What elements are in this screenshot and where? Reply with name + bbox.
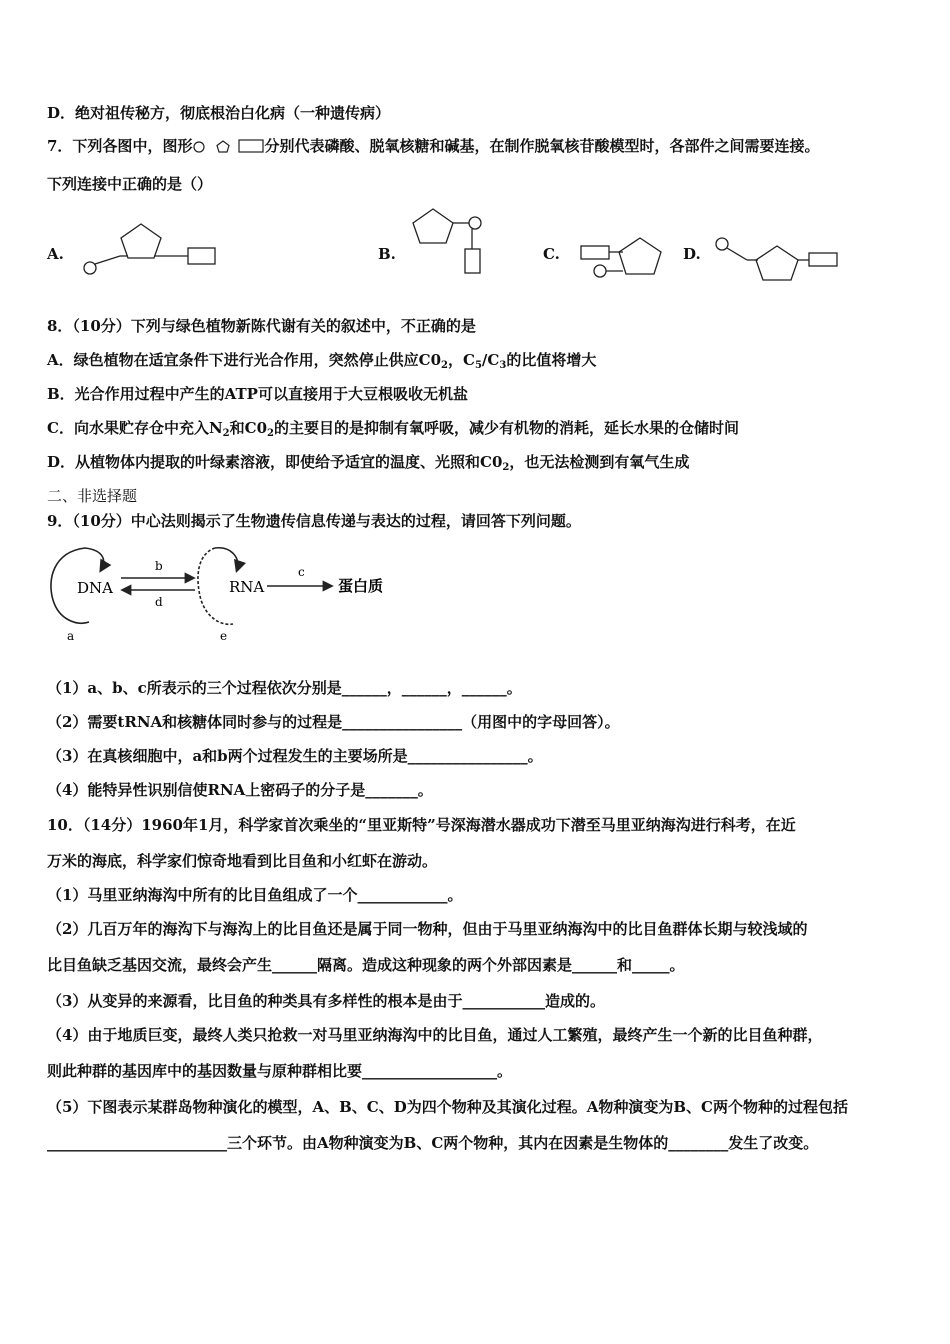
q10-part4-line2: 则此种群的基因库中的基因数量与原种群相比要__________________。 — [47, 1062, 513, 1080]
q10-part1: （1）马里亚纳海沟中所有的比目鱼组成了一个____________。 — [47, 886, 463, 904]
q10-part3: （3）从变异的来源看，比目鱼的种类具有多样性的根本是由于___________造成的。 — [47, 992, 605, 1010]
dna-label: DNA — [77, 579, 113, 597]
q8-d-text2: ，也无法检测到有氧气生成 — [509, 453, 690, 471]
q8-a-text2: ，C — [448, 351, 475, 369]
label-a: a — [67, 629, 75, 643]
q7-stem-part2: 分别代表磷酸、脱氧核糖和碱基，在制作脱氧核苷酸模型时，各部件之间需要连接。 — [264, 137, 820, 155]
q8-c-text2: 和C0 — [229, 419, 268, 437]
q8-option-c — [47, 418, 739, 444]
q7-option-d-figure — [712, 232, 844, 284]
label-c: c — [298, 565, 305, 579]
q8-c-text3: 的主要目的是抑制有氧呼吸，减少有机物的消耗，延长水果的仓储时间 — [273, 419, 739, 437]
process-e-loop — [198, 548, 233, 624]
q7-stem-part1: 7．下列各图中，图形 — [47, 137, 193, 155]
q8-option-b: B．光合作用过程中产生的ATP可以直接用于大豆根吸收无机盐 — [47, 385, 468, 403]
q7-stem-line1 — [47, 136, 819, 157]
q8-stem: 8．（10分）下列与绿色植物新陈代谢有关的叙述中，不正确的是 — [47, 317, 476, 335]
q8-a-text3: /C — [481, 351, 500, 369]
q7-option-a-figure — [78, 218, 223, 278]
q8-a-text4: 的比值将增大 — [506, 351, 597, 369]
label-d: d — [155, 595, 163, 609]
q10-part2-line2: 比目鱼缺乏基因交流，最终会产生______隔离。造成这种现象的两个外部因素是______和_____。 — [47, 956, 685, 974]
q9-part2: （2）需要tRNA和核糖体同时参与的过程是________________（用图中的字母回答）。 — [47, 713, 620, 731]
q8-c-text1: C．向水果贮存仓中充入N — [47, 419, 223, 437]
q8-option-a — [47, 350, 596, 376]
q8-option-d — [47, 452, 689, 478]
q8-c-sub-1: 2 — [222, 428, 230, 439]
q8-a-sub-3: 3 — [499, 360, 507, 371]
q7-option-b-label: B. — [378, 245, 396, 263]
q7-option-a-label: A. — [47, 245, 64, 263]
phosphate-circle-icon — [194, 142, 204, 152]
q10-stem-line1: 10．（14分）1960年1月，科学家首次乘坐的“里亚斯特”号深海潜水器成功下潜至马里亚纳海沟进行科考，在近 — [47, 816, 796, 834]
model-shapes-legend — [192, 137, 264, 157]
section-heading: 二、非选择题 — [47, 487, 138, 505]
q10-stem-line2: 万米的海底，科学家们惊奇地看到比目鱼和小红虾在游动。 — [47, 852, 438, 870]
q10-part4-line1: （4）由于地质巨变，最终人类只抢救一对马里亚纳海沟中的比目鱼，通过人工繁殖，最终产生一个新的比目鱼种群， — [47, 1026, 823, 1044]
q8-a-sub-2: 2 — [441, 360, 448, 371]
q7-option-d-label: D. — [683, 245, 701, 263]
label-b: b — [155, 559, 163, 573]
rna-label: RNA — [229, 578, 265, 596]
q10-part5-line2: ________________________三个环节。由A物种演变为B、C两个物种，其内在因素是生物体的________发生了改变。 — [47, 1134, 819, 1152]
q9-stem: 9．（10分）中心法则揭示了生物遗传信息传递与表达的过程，请回答下列问题。 — [47, 512, 581, 530]
q6-option-d: D．绝对祖传秘方，彻底根治白化病（一种遗传病） — [47, 104, 391, 122]
q7-stem-line2: 下列连接中正确的是（） — [47, 175, 213, 193]
q9-part3: （3）在真核细胞中，a和b两个过程发生的主要场所是________________。 — [47, 747, 543, 765]
q10-part5-line1: （5）下图表示某群岛物种演化的模型，A、B、C、D为四个物种及其演化过程。A物种演变为B、C两个物种的过程包括 — [47, 1098, 848, 1116]
q9-part4: （4）能特异性识别信使RNA上密码子的分子是_______。 — [47, 781, 433, 799]
q8-a-sub-5: 5 — [474, 360, 482, 371]
q9-part1: （1）a、b、c所表示的三个过程依次分别是______，______，______。 — [47, 679, 522, 697]
q8-a-text1: A．绿色植物在适宜条件下进行光合作用，突然停止供应C0 — [47, 351, 442, 369]
q7-option-c-figure — [578, 230, 668, 282]
q8-d-sub: 2 — [502, 462, 510, 473]
protein-label: 蛋白质 — [338, 577, 384, 595]
q10-part2-line1: （2）几百万年的海沟下与海沟上的比目鱼还是属于同一物种，但由于马里亚纳海沟中的比目鱼群体长期与较浅域的 — [47, 920, 808, 938]
base-rectangle-icon — [239, 140, 263, 152]
q7-option-b-figure — [405, 205, 495, 277]
q8-d-text1: D．从植物体内提取的叶绿素溶液，即使给予适宜的温度、光照和C0 — [47, 453, 503, 471]
deoxyribose-pentagon-icon — [217, 141, 229, 152]
q7-option-c-label: C. — [543, 245, 560, 263]
q8-c-sub-2: 2 — [267, 428, 274, 439]
label-e: e — [220, 629, 228, 643]
central-dogma-diagram — [45, 538, 405, 643]
